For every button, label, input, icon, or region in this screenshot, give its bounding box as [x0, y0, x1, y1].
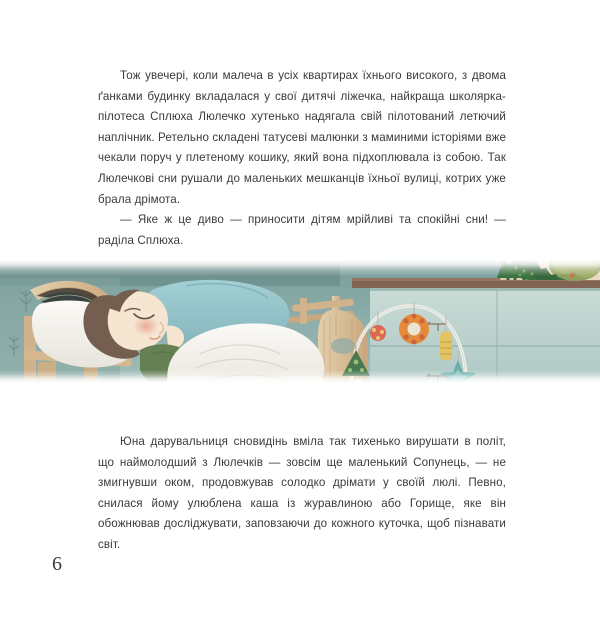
page-number: 6	[52, 553, 63, 575]
paragraph-2: — Яке ж це диво — приносити дітям мрійливі та спокійні сни! — раділа Сплюха.	[98, 213, 506, 247]
illustration-artwork	[0, 250, 600, 392]
bottom-text-block	[98, 432, 506, 556]
paragraph-3: Юна дарувальниця сновидінь вміла так тихенько вирушати в політ, що наймолодший з Люлечків — зовсім ще маленький Сопунець, — не змигнувши оком, продовжував солодко дрімати у своїй люлі. Певно, снилася йому улюблена каша із журавлиною або Горище, яке він обожнював досліджувати, заповзаючи до кожного куточка, щоб пізнавати світ.	[98, 435, 506, 551]
top-text-block	[98, 66, 506, 251]
illustration	[0, 250, 600, 392]
paragraph-1: Тож увечері, коли малеча в усіх квартирах їхнього високого, з двома ґанками будинку вкладалася у свої дитячі ліжечка, найкраща школярка-пілотеса Сплюха Люлечко хутенько надягала свій пілотований летючий наплічник. Ретельно складені татусеві малюнки з маминими історіями вже чекали поруч у плетеному кошику, який вона підхоплювала із собою. Так Люлечкові сни рушали до маленьких мешканців їхньої вулиці, котрих уже брала дрімота.	[98, 69, 506, 206]
